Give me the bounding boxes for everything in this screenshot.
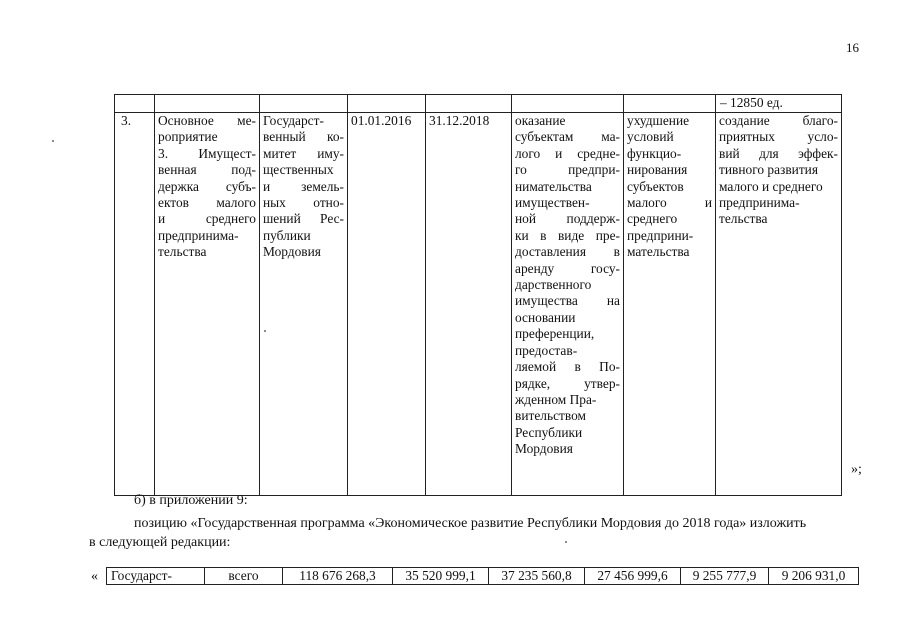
cell-empty: [624, 95, 716, 113]
open-quote: «: [91, 569, 98, 584]
value: 37 235 560,8: [501, 568, 572, 583]
cell-event: [155, 113, 260, 496]
direction-line: ляемой в По-: [515, 359, 620, 375]
value: 9 255 777,9: [692, 568, 757, 583]
consequences-line: нирования: [627, 162, 688, 178]
consequences-line: функцио-: [627, 145, 682, 161]
cell-result: [716, 113, 842, 496]
value: 118 676 268,3: [299, 568, 376, 583]
cell-value: [769, 568, 859, 585]
program-name: Государст-: [111, 568, 172, 583]
closing-quote: »;: [851, 462, 862, 477]
consequences-line: предприни-: [627, 227, 694, 243]
result-line: тивного развития: [719, 162, 818, 178]
event-line: роприятие: [158, 129, 218, 145]
direction-line: ной поддерж-: [515, 211, 620, 227]
direction-line: го предпри-: [515, 162, 620, 178]
program-table: [114, 94, 842, 496]
consequences-line: субъектов: [627, 178, 684, 194]
executor-line: Государст-: [263, 113, 324, 128]
direction-line: оказание: [515, 113, 566, 128]
direction-line: субъектам ма-: [515, 129, 620, 145]
event-line: 3. Имущест-: [158, 145, 256, 161]
result-line: малого и среднего: [719, 178, 823, 194]
result-value: – 12850 ед.: [720, 95, 783, 110]
end-date: 31.12.2018: [429, 113, 490, 128]
direction-line: Мордовия: [515, 441, 573, 457]
cell-empty: [155, 95, 260, 113]
table-row: [107, 568, 859, 585]
cell-value: [585, 568, 681, 585]
paragraph-b: б) в приложении 9:: [134, 493, 248, 508]
event-line: венная под-: [158, 162, 256, 178]
consequences-line: среднего: [627, 211, 678, 227]
executor-line: венный ко-: [263, 129, 344, 145]
paragraph-continuation: в следующей редакции:: [89, 535, 231, 550]
direction-line: предостав-: [515, 342, 578, 358]
direction-line: имущества на: [515, 293, 620, 309]
cell-start-date: [348, 113, 426, 496]
cell-kind: [205, 568, 283, 585]
result-line: тельства: [719, 211, 768, 227]
direction-line: ки в виде пре-: [515, 227, 620, 243]
table-row-top: [115, 95, 842, 113]
direction-line: преференции,: [515, 326, 595, 342]
consequences-line: мательства: [627, 244, 690, 260]
value: 27 456 999,6: [597, 568, 668, 583]
scan-speck: [264, 330, 266, 332]
result-line: вий для эффек-: [719, 145, 838, 161]
cell-empty: [348, 95, 426, 113]
scan-speck: [565, 541, 567, 543]
executor-line: шений Рес-: [263, 211, 344, 227]
program-totals-table: [106, 567, 859, 585]
kind-label: всего: [228, 568, 259, 583]
executor-line: митет иму-: [263, 145, 344, 161]
direction-line: основании: [515, 309, 576, 325]
consequences-line: условий: [627, 129, 674, 145]
cell-end-date: [426, 113, 512, 496]
scan-speck: [52, 140, 54, 142]
cell-result-value: [716, 95, 842, 113]
cell-program-name: [107, 568, 205, 585]
direction-line: лого и средне-: [515, 145, 620, 161]
cell-value: [489, 568, 585, 585]
event-line: тельства: [158, 244, 207, 260]
cell-consequences: [624, 113, 716, 496]
direction-line: Республики: [515, 424, 583, 440]
cell-empty: [115, 95, 155, 113]
direction-line: доставления в: [515, 244, 620, 260]
start-date: 01.01.2016: [351, 113, 412, 128]
result-line: приятных усло-: [719, 129, 838, 145]
event-line: предпринима-: [158, 227, 239, 243]
row-number: 3.: [121, 113, 132, 128]
executor-line: Мордовия: [263, 244, 321, 260]
cell-empty: [426, 95, 512, 113]
result-line: создание благо-: [719, 113, 838, 128]
direction-line: жденном Пра-: [515, 391, 597, 407]
cell-executor: [260, 113, 348, 496]
paragraph-position: позицию «Государственная программа «Экономическое развитие Республики Мордовия до 2018 года» изложить: [134, 516, 807, 531]
value: 9 206 931,0: [781, 568, 846, 583]
direction-line: имуществен-: [515, 195, 590, 211]
cell-value: [681, 568, 769, 585]
cell-empty: [260, 95, 348, 113]
event-line: и среднего: [158, 211, 256, 227]
value: 35 520 999,1: [405, 568, 476, 583]
event-line: Основное ме-: [158, 113, 256, 128]
direction-line: рядке, утвер-: [515, 375, 620, 391]
consequences-line: малого и: [627, 195, 712, 211]
executor-line: щественных: [263, 162, 334, 178]
executor-line: и земель-: [263, 178, 344, 194]
executor-line: ных отно-: [263, 195, 344, 211]
direction-line: дарственного: [515, 277, 592, 293]
consequences-line: ухудшение: [627, 113, 690, 128]
executor-line: публики: [263, 227, 311, 243]
event-line: ектов малого: [158, 195, 256, 211]
cell-value: [393, 568, 489, 585]
cell-empty: [512, 95, 624, 113]
page-number: 16: [846, 40, 859, 55]
cell-direction: [512, 113, 624, 496]
cell-num: [115, 113, 155, 496]
result-line: предпринима-: [719, 195, 800, 211]
direction-line: вительством: [515, 408, 587, 424]
event-line: держка субъ-: [158, 178, 256, 194]
table-row: [115, 113, 842, 496]
cell-value: [283, 568, 393, 585]
direction-line: нимательства: [515, 178, 592, 194]
direction-line: аренду госу-: [515, 260, 620, 276]
